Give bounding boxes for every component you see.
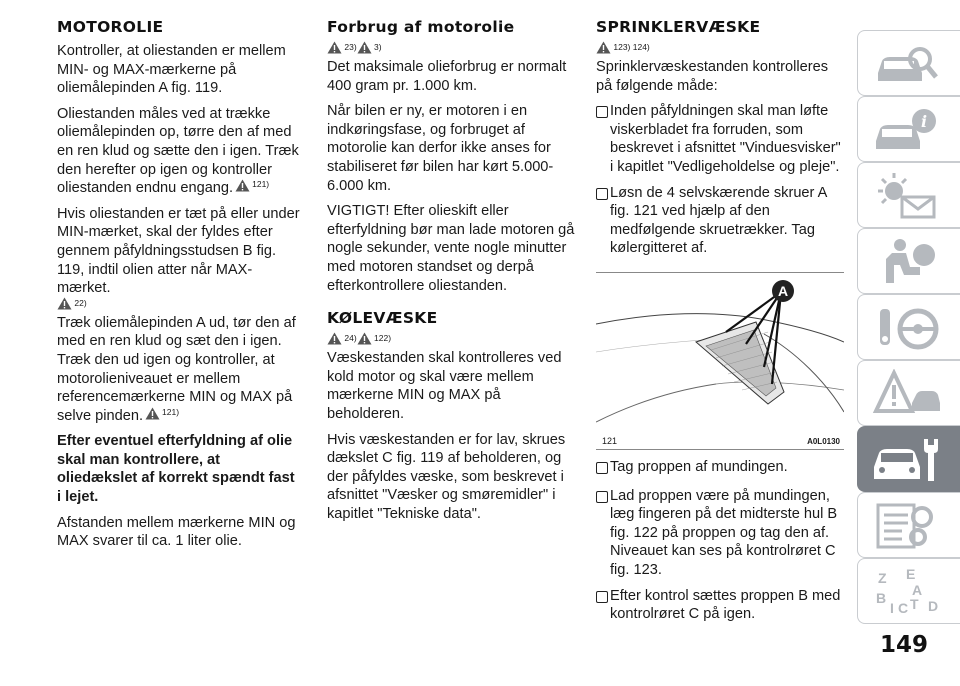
reference-number: 121) (252, 179, 270, 190)
paragraph: Det maksimale olieforbrug er normalt 400 gram pr. 1.000 km. (327, 59, 567, 94)
svg-text:T: T (910, 596, 919, 612)
tab-maintenance[interactable] (857, 426, 960, 492)
warning-reference: 23) 3) (327, 40, 577, 54)
paragraph: Kontroller, at oliestanden er mellem MIN- og MAX-mærkerne på oliemålepinden A fig. 119. (57, 43, 286, 97)
steering-key-icon (872, 303, 942, 353)
checkbox-bullet-icon (596, 462, 608, 474)
paragraph: Hvis væskestanden er for lav, skrues dækslet C fig. 119 af beholderen, og der påfyldes væske, som beskrevet i afsnittet "Væsker og smøremidler" i kapitlet "Tekniske data". (327, 431, 566, 522)
airbag-safety-icon (872, 237, 942, 287)
section-title-sprinklervaeske: SPRINKLERVÆSKE (596, 18, 761, 36)
list-item: Efter kontrol sættes proppen B med kontrolrøret C på igen. (596, 587, 844, 624)
checkbox-bullet-icon (596, 491, 608, 503)
column-oil-consumption (327, 18, 577, 530)
paragraph: Væskestanden skal kontrolleres ved kold motor og skal være mellem mærkerne MIN og MAX på beholderen. (327, 350, 562, 422)
tab-technical-data[interactable] (857, 492, 960, 558)
car-search-icon (872, 39, 942, 89)
paragraph: Sprinklervæskestanden kontrolleres på følgende måde: (596, 59, 828, 94)
svg-text:i: i (920, 112, 928, 131)
paragraph-bold: Efter eventuel efterfyldning af olie skal man kontrollere, at oliedækslet af korrekt spændt fast i lejet. (57, 433, 295, 506)
callout-label: A (777, 282, 789, 299)
warning-icon (327, 41, 342, 54)
tab-car-knowledge[interactable] (857, 30, 960, 96)
paragraph: Træk oliemålepinden A ud, tør den af med en ren klud og sæt den i igen. Træk den ud igen og kontroller, at motorolieniveauet er mellem referencemærkerne MIN og MAX på selve pinden. 121) (57, 314, 296, 424)
section-title-motorolie: MOTOROLIE (57, 18, 164, 36)
svg-text:Z: Z (878, 570, 887, 586)
warning-lights-icon (872, 171, 942, 221)
tab-emergency[interactable] (857, 360, 960, 426)
list-item: Tag proppen af mundingen. (596, 458, 844, 480)
svg-text:I: I (890, 600, 894, 616)
warning-reference: 22) (57, 296, 302, 310)
reference-number: 121) (162, 406, 180, 417)
list-item: Inden påfyldningen skal man løfte viskerbladet fra forruden, som beskrevet i afsnittet "Vinduesvisker" i kapitlet "Vedligeholdelse og pleje". (596, 102, 844, 176)
figure-121 (596, 272, 844, 450)
divider (596, 272, 844, 273)
checkbox-bullet-icon (596, 106, 608, 118)
paragraph: Hvis oliestanden er tæt på eller under MIN-mærket, skal der fyldes efter gennem påfyldningsstudsen B fig. 119, indtil olien atter når MAX-mærket. (57, 205, 300, 297)
warning-reference: 123) 124) (596, 40, 844, 54)
tab-warning-lights[interactable] (857, 162, 960, 228)
paragraph: Afstanden mellem mærkerne MIN og MAX svarer til ca. 1 liter olie. (57, 514, 296, 550)
svg-text:B: B (876, 590, 887, 606)
warning-reference: 24) 122) (327, 331, 577, 345)
warning-icon (235, 179, 250, 192)
figure-number: 121 (602, 435, 618, 446)
warning-icon (57, 297, 72, 310)
svg-text:C: C (898, 600, 909, 616)
page-number: 149 (880, 632, 929, 658)
figure-code: A0L0130 (807, 436, 840, 446)
tab-safety[interactable] (857, 228, 960, 294)
car-info-icon (872, 105, 942, 155)
svg-text:A: A (912, 582, 923, 598)
list-item: Løsn de 4 selvskærende skruer A fig. 121 ved hjælp af den medfølgende skruetrækker. Tag kølergitteret af. (596, 184, 844, 258)
divider (596, 449, 844, 450)
chapter-navigation (857, 30, 960, 626)
caution-icon (357, 41, 372, 54)
car-front-grille-illustration (596, 272, 844, 450)
column-motor-oil (57, 18, 302, 558)
warning-icon (596, 41, 611, 54)
svg-text:D: D (928, 598, 939, 614)
svg-text:E: E (906, 567, 916, 582)
paragraph: Når bilen er ny, er motoren i en indkøringsfase, og forbruget af motorolie kan derfor ikke anses for stabiliseret før bilen har kørt 5.000-6.000 km. (327, 103, 554, 194)
car-maintenance-icon (872, 435, 942, 485)
warning-icon (327, 332, 342, 345)
paragraph: Oliestanden måles ved at trække oliemålepinden op, tørre den af med en ren klud og sætte den i igen. Træk den herefter op igen og kontroller oliestanden endnu engang. 121) (57, 105, 299, 197)
tab-starting-driving[interactable] (857, 294, 960, 360)
tab-car-info[interactable] (857, 96, 960, 162)
checkbox-bullet-icon (596, 188, 608, 200)
warning-icon (357, 332, 372, 345)
section-title-forbrug: Forbrug af motorolie (327, 18, 515, 36)
technical-data-icon (872, 501, 942, 551)
paragraph: VIGTIGT! Efter olieskift eller efterfyldning bør man lade motoren gå nogle sekunder, vente nogle minutter med motoren standset og derpå efterkontrollere oliestanden. (327, 203, 575, 294)
list-item: Lad proppen være på mundingen, læg fingeren på det midterste hul B fig. 122 på proppen og tag den af. Niveauet kan ses på kontrolrøret C fig. 123. (596, 487, 844, 580)
alphabetical-index-icon (872, 567, 942, 617)
column-washer-fluid (596, 18, 844, 631)
section-title-kolevaeske: KØLEVÆSKE (327, 309, 438, 328)
checkbox-bullet-icon (596, 591, 608, 603)
warning-icon (145, 407, 160, 420)
warning-triangle-icon (872, 369, 942, 419)
tab-index[interactable] (857, 558, 960, 624)
